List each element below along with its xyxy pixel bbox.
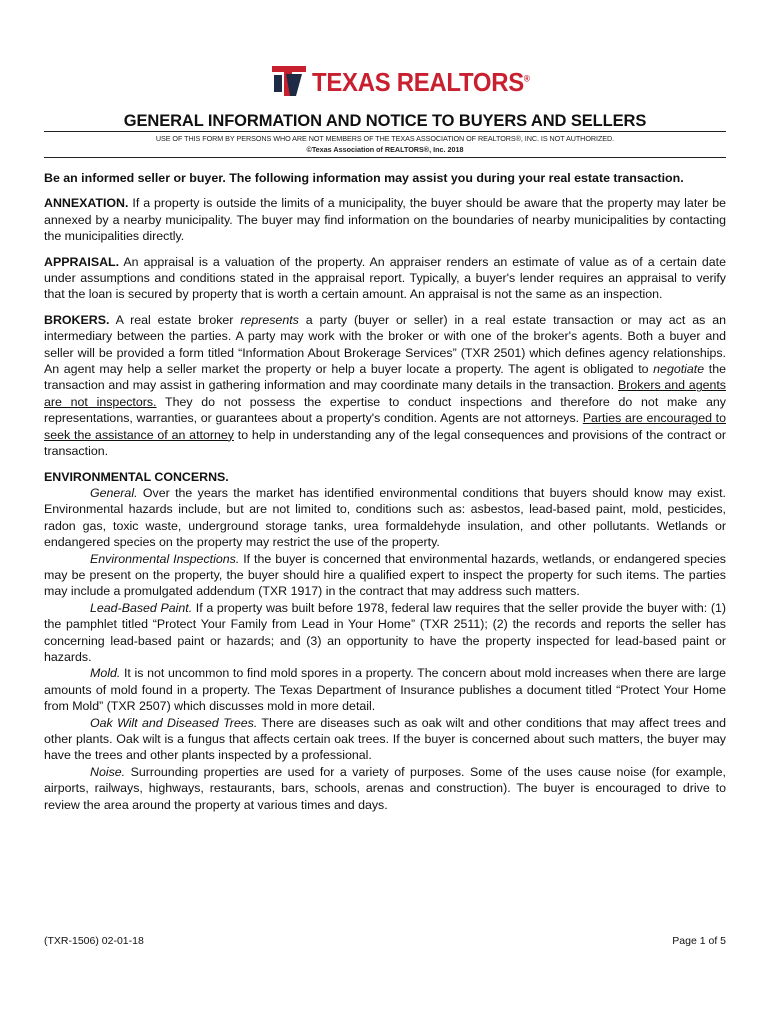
brokers-text-1: A real estate broker (109, 312, 241, 327)
env-noise (44, 764, 726, 813)
env-mold (44, 665, 726, 714)
environmental-heading: ENVIRONMENTAL CONCERNS. (44, 469, 229, 484)
env-mold-text: It is not uncommon to find mold spores in a property. The concern about mold increases when there are large amounts of mold found in a property. The Texas Department of Insurance publishes a document titled “Protect Your Home from Mold” (TXR 2507) which discusses mold in more detail. (44, 666, 726, 714)
env-lead-paint (44, 600, 726, 666)
env-noise-text: Surrounding properties are used for a variety of purposes. Some of the uses cause noise (for example, airports, railways, highways, restaurants, bars, schools, arenas and construction). The buyer is encouraged to drive to review the area around the property at various times and days. (44, 764, 726, 812)
usage-notice: USE OF THIS FORM BY PERSONS WHO ARE NOT MEMBERS OF THE TEXAS ASSOCIATION OF REALTORS®, INC. IS NOT AUTHORIZED. (155, 134, 615, 143)
intro-paragraph: Be an informed seller or buyer. The following information may assist you during your real estate transaction. (44, 171, 684, 185)
copyright-notice: ©Texas Association of REALTORS®, Inc. 2018 (306, 145, 464, 154)
env-noise-label: Noise. (90, 764, 126, 779)
brokers-emphasis-negotiate: negotiate (653, 362, 705, 377)
title-divider (44, 131, 726, 132)
appraisal-text: An appraisal is a valuation of the property. An appraiser renders an estimate of value as of a certain date under assumptions and conditions stated in the appraisal report. Typically, a buyer's lender requires an appraisal to verify that the loan is secured by property that is worth a certain amount. An appraisal is not the same as an inspection. (44, 254, 726, 302)
env-lead-label: Lead-Based Paint. (90, 600, 193, 615)
annexation-heading: ANNEXATION. (44, 196, 129, 211)
env-mold-label: Mold. (90, 666, 121, 681)
annexation-text: If a property is outside the limits of a municipality, the buyer should be aware that the property may later be annexed by a nearby municipality. The buyer may find information on the boundaries of nearby municipalities by contacting the municipalities directly. (44, 196, 726, 244)
brokers-not-inspectors: Brokers and agents are not inspectors. (44, 378, 727, 409)
brokers-text-3: the transaction and may assist in gathering information and may coordinate many details in the transaction. (44, 362, 726, 393)
appraisal-section (44, 254, 726, 303)
env-general-text: Over the years the market has identified environmental conditions that buyers should know may exist. Environmental hazards include, but are not limited to, conditions such as: asbestos, lead-based paint, mold, pesticides, radon gas, toxic waste, underground storage tanks, urea formaldehyde insulation, and other pollutants. Wetlands or endangered species on the property may restrict the use of the property. (44, 485, 726, 550)
env-general (44, 485, 726, 551)
brokers-emphasis-represents: represents (240, 312, 299, 327)
appraisal-heading: APPRAISAL. (44, 254, 120, 269)
annexation-section (44, 195, 726, 244)
form-id: (TXR-1506) 02-01-18 (44, 935, 144, 947)
texas-flag-icon (272, 66, 306, 96)
env-oak-label: Oak Wilt and Diseased Trees. (90, 715, 258, 730)
document-body (44, 170, 726, 813)
env-inspections (44, 551, 726, 600)
env-general-label: General. (90, 485, 138, 500)
brokers-heading: BROKERS. (44, 312, 110, 327)
page-title: GENERAL INFORMATION AND NOTICE TO BUYERS AND SELLERS (123, 112, 647, 130)
env-inspections-text: If the buyer is concerned that environmental hazards, wetlands, or endangered species may be present on the property, the buyer should hire a qualified expert to inspect the property for such items. The parties may include a promulgated addendum (TXR 1917) in the contract that may address such matters. (44, 551, 726, 599)
env-oak-text: There are diseases such as oak wilt and other conditions that may affect trees and other plants. Oak wilt is a fungus that affects certain oak trees. If the buyer is concerned about such matters, the buyer may have the trees and other plants inspected by a professional. (44, 715, 726, 763)
env-inspections-label: Environmental Inspections. (90, 551, 240, 566)
brand-name: TEXAS REALTORS® (312, 67, 530, 97)
environmental-section (44, 469, 726, 814)
brokers-seek-attorney: Parties are encouraged to seek the assistance of an attorney (44, 411, 726, 442)
brokers-text-2: a party (buyer or seller) in a real estate transaction or may act as an intermediary between the parties. A party may work with the broker or with one of the broker's agents. Both a buyer and seller will be provided a form titled “Information About Brokerage Services” (TXR 2501) which defines agency relationships. An agent may help a seller market the property or help a buyer locate a property. The agent is obligated to (44, 312, 726, 377)
page-number: Page 1 of 5 (672, 935, 726, 947)
env-lead-text: If a property was built before 1978, federal law requires that the seller provide the buyer with: (1) the pamphlet titled “Protect Your Family from Lead in Your Home” (TXR 2511); (2) the records and reports the seller has concerning lead-based paint or hazards; and (3) an opportunity to have the property inspected for lead-based paint or hazards. (44, 600, 727, 664)
texas-realtors-logo (272, 66, 530, 98)
env-oak-wilt (44, 715, 726, 764)
brokers-text-5: to help in understanding any of the legal consequences and provisions of the contract or transaction. (44, 427, 726, 459)
brokers-section (44, 312, 726, 460)
brokers-text-4: They do not possess the expertise to conduct inspections and therefore do not make any representations, warranties, or guarantees about a property's condition. Agents are not attorneys. (44, 394, 726, 426)
header-divider (44, 157, 726, 158)
